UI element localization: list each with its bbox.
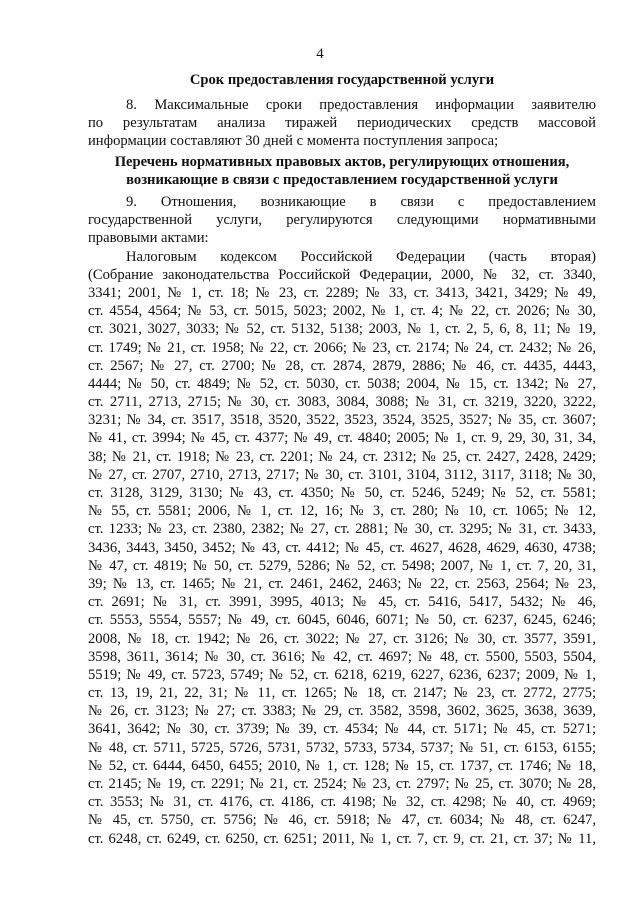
paragraph-8 — [88, 96, 596, 151]
paragraph-line: 8. Максимальные сроки предоставления информации заявителю — [126, 97, 596, 113]
body-text-line: ст. 13, 19, 21, 22, 31; № 11, ст. 1265; № 18, ст. 2147; № 23, ст. 2772, 2775; — [88, 685, 596, 702]
body-text-line: 2008, № 18, ст. 1942; № 26, ст. 3022; № 27, ст. 3126; № 30, ст. 3577, 3591, — [88, 630, 596, 647]
body-text-line: № 47, ст. 4819; № 50, ст. 5279, 5286; № 52, ст. 5498; 2007, № 1, ст. 7, 20, 31, — [88, 557, 596, 574]
heading-line: Перечень нормативных правовых актов, регулирующих отношения, — [114, 154, 570, 170]
body-text-line: 5519; № 49, ст. 5723, 5749; № 52, ст. 6218, 6219, 6227, 6236, 6237; 2009, № 1, — [88, 666, 596, 683]
body-text-line: (Собрание законодательства Российской Федерации, 2000, № 32, ст. 3340, — [88, 266, 596, 283]
body-text-line: 3598, 3611, 3614; № 30, ст. 3616; № 42, ст. 4697; № 48, ст. 5500, 5503, 5504, — [88, 648, 596, 665]
body-text-line: ст. 3553; № 31, ст. 4176, ст. 4186, ст. 4198; № 32, ст. 4298; № 40, ст. 4969; — [88, 794, 596, 811]
paragraph-line: по результатам анализа тиражей периодических средств массовой — [88, 115, 596, 132]
body-text-line: ст. 2691; № 31, ст. 3991, 3995, 4013; № 45, ст. 5416, 5417, 5432; № 46, — [88, 594, 596, 611]
body-text-line: ст. 2711, 2713, 2715; № 30, ст. 3083, 3084, 3088; № 31, ст. 3219, 3220, 3222, — [88, 394, 596, 411]
body-text-line: 4444; № 50, ст. 4849; № 52, ст. 5030, ст. 5038; 2004, № 15, ст. 1342; № 27, — [88, 375, 596, 392]
body-text-line: 3231; № 34, ст. 3517, 3518, 3520, 3522, 3523, 3524, 3525, 3527; № 35, ст. 3607; — [88, 412, 596, 429]
body-text-line: 3436, 3443, 3450, 3452; № 43, ст. 4412; № 45, ст. 4627, 4628, 4629, 4630, 4738; — [88, 539, 596, 556]
body-text-line: ст. 3021, 3027, 3033; № 52, ст. 5132, 5138; 2003, № 1, ст. 2, 5, 6, 8, 11; № 19, — [88, 321, 596, 338]
body-text-line: № 48, ст. 5711, 5725, 5726, 5731, 5732, 5733, 5734, 5737; № 51, ст. 6153, 6155; — [88, 739, 596, 756]
body-text-line: 3641, 3642; № 30, ст. 3739; № 39, ст. 4534; № 44, ст. 5171; № 45, ст. 5271; — [88, 721, 596, 738]
paragraph-line: информации составляют 30 дней с момента поступления запроса; — [88, 133, 499, 150]
heading-legal-acts — [88, 153, 596, 189]
body-text-line: № 26, ст. 3123; № 27; ст. 3383; № 29, ст. 3582, 3598, 3602, 3625, 3638, 3639, — [88, 703, 596, 720]
paragraph-9-body — [88, 193, 596, 848]
body-text-line: ст. 6248, ст. 6249, ст. 6250, ст. 6251; 2011, № 1, ст. 7, ст. 9, ст. 21, ст. 37; № 11, — [88, 830, 596, 847]
body-text-line: 3341; 2001, № 1, ст. 18; № 23, ст. 2289; № 33, ст. 3413, 3421, 3429; № 49, — [88, 284, 596, 301]
body-text-line: правовыми актами: — [88, 230, 209, 247]
body-text-line: ст. 2145; № 19, ст. 2291; № 21, ст. 2524; № 23, ст. 2797; № 25, ст. 3070; № 28, — [88, 776, 596, 792]
body-text-line: 38; № 21, ст. 1918; № 23, ст. 2201; № 24, ст. 2312; № 25, ст. 2427, 2428, 2429; — [88, 448, 596, 465]
heading-service-term — [88, 71, 596, 89]
body-text-line: ст. 1233; № 23, ст. 2380, 2382; № 27, ст. 2881; № 30, ст. 3295; № 31, ст. 3433, — [88, 521, 596, 538]
body-text-line: 9. Отношения, возникающие в связи с предоставлением — [126, 194, 596, 210]
page-number: 4 — [316, 46, 324, 62]
body-text-line: № 45, ст. 5750, ст. 5756; № 46, ст. 5918; № 47, ст. 6034; № 48, ст. 6247, — [88, 812, 596, 829]
body-text-line: государственной услуги, регулируются следующими нормативными — [88, 212, 596, 229]
body-text-line: № 55, ст. 5581; 2006, № 1, ст. 12, 16; № 3, ст. 280; № 10, ст. 1065; № 12, — [88, 503, 596, 520]
body-text-line: ст. 3128, 3129, 3130; № 43, ст. 4350; № 50, ст. 5246, 5249; № 52, ст. 5581; — [88, 485, 596, 501]
heading-line: возникающие в связи с предоставлением государственной услуги — [126, 172, 558, 189]
body-text-line: № 52, ст. 6444, 6450, 6455; 2010, № 1, ст. 128; № 15, ст. 1737, ст. 1746; № 18, — [88, 757, 596, 774]
body-text-line: ст. 4554, 4564; № 53, ст. 5015, 5023; 2002, № 1, ст. 4; № 22, ст. 2026; № 30, — [88, 303, 596, 320]
body-text-line: 39; № 13, ст. 1465; № 21, ст. 2461, 2462, 2463; № 22, ст. 2563, 2564; № 23, — [88, 575, 596, 592]
body-text-line: № 27, ст. 2707, 2710, 2713, 2717; № 30, ст. 3101, 3104, 3112, 3117, 3118; № 30, — [88, 466, 596, 483]
body-text-line: № 41, ст. 3994; № 45, ст. 4377; № 49, ст. 4840; 2005; № 1, ст. 9, 29, 30, 31, 34, — [88, 430, 596, 447]
body-text-line: ст. 2567; № 27, ст. 2700; № 28, ст. 2874, 2879, 2886; № 46, ст. 4435, 4443, — [88, 357, 596, 374]
body-text-line: ст. 1749; № 21, ст. 1958; № 22, ст. 2066; № 23, ст. 2174; № 24, ст. 2432; № 26, — [88, 339, 596, 356]
heading-line: Срок предоставления государственной услуги — [189, 72, 495, 88]
body-text-line: Налоговым кодексом Российской Федерации (часть вторая) — [126, 248, 596, 265]
body-text-line: ст. 5553, 5554, 5557; № 49, ст. 6045, 6046, 6071; № 50, ст. 6237, 6245, 6246; — [88, 612, 596, 629]
